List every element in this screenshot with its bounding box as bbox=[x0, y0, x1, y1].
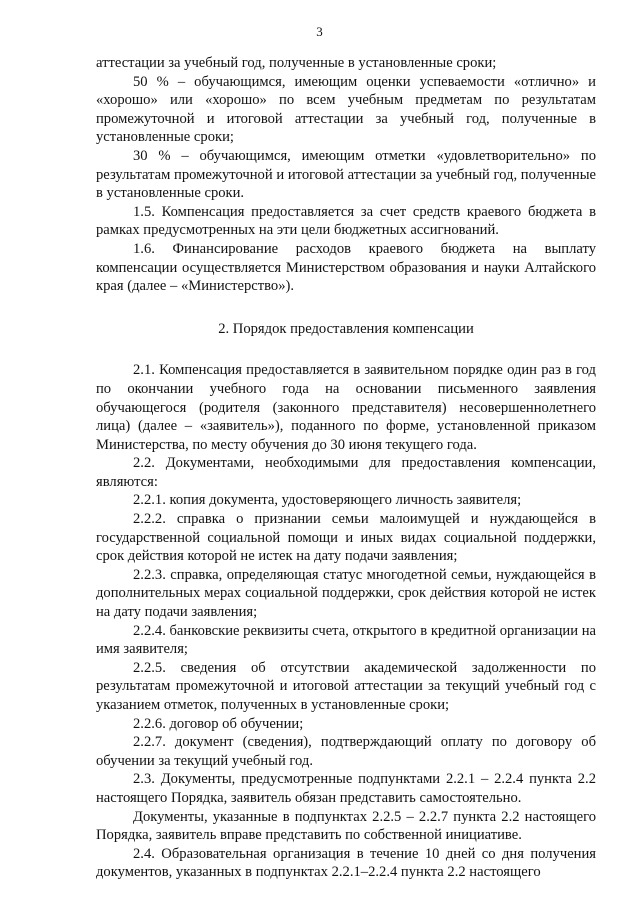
paragraph-2-4: 2.4. Образовательная организация в течение 10 дней со дня получения документов, указанных в подпунктах 2.2.1–2.2.4 пункта 2.2 настоящего bbox=[96, 845, 596, 881]
paragraph-1-6: 1.6. Финансирование расходов краевого бюджета на выплату компенсации осуществляется Министерством образования и науки Алтайского края (далее – «Министерство»). bbox=[96, 240, 596, 295]
paragraph-2-2-6: 2.2.6. договор об обучении; bbox=[133, 715, 304, 732]
paragraph-2-2: 2.2. Документами, необходимыми для предоставления компенсации, являются: bbox=[96, 455, 596, 490]
paragraph-50-percent: 50 % – обучающимся, имеющим оценки успеваемости «отлично» и «хорошо» или «хорошо» по всем учебным предметам по результатам промежуточной и итоговой аттестации за учебный год, полученные в установленные сроки; bbox=[96, 73, 596, 146]
paragraph-2-1: 2.1. Компенсация предоставляется в заявительном порядке один раз в год по окончании учебного года на основании письменного заявления обучающегося (родителя (законного представителя) несовершеннолетнего лица) (далее – «заявитель»), поданного по форме, установленной приказом Министерства, по месту обучения до 30 июня текущего года. bbox=[96, 362, 596, 453]
paragraph-2-2-4: 2.2.4. банковские реквизиты счета, открытого в кредитной организации на имя заявителя; bbox=[96, 622, 596, 658]
paragraph-2-3: 2.3. Документы, предусмотренные подпунктами 2.2.1 – 2.2.4 пункта 2.2 настоящего Порядка, заявитель обязан представить самостоятельно. bbox=[96, 771, 596, 806]
paragraph-2-2-1: 2.2.1. копия документа, удостоверяющего личность заявителя; bbox=[133, 492, 522, 509]
paragraph-2-2-7: 2.2.7. документ (сведения), подтверждающий оплату по договору об обучении за текущий учебный год. bbox=[96, 734, 596, 769]
document-body bbox=[96, 54, 596, 882]
page-number: 3 bbox=[316, 24, 323, 39]
paragraph-2-2-5: 2.2.5. сведения об отсутствии академической задолженности по результатам промежуточной и итоговой аттестации за текущий учебный год с указанием отметок, полученных в установленные сроки; bbox=[96, 659, 596, 713]
paragraph-2-3-optional-documents: Документы, указанные в подпунктах 2.2.5 – 2.2.7 пункта 2.2 настоящего Порядка, заявитель вправе представить по собственной инициативе. bbox=[96, 808, 596, 844]
paragraph-1-5: 1.5. Компенсация предоставляется за счет средств краевого бюджета в рамках предусмотренных на эти цели бюджетных ассигнований. bbox=[96, 203, 596, 239]
paragraph-2-2-3: 2.2.3. справка, определяющая статус многодетной семьи, нуждающейся в дополнительных мерах социальной поддержки, срок действия которой не истек на дату подачи заявления; bbox=[96, 566, 596, 621]
paragraph-30-percent: 30 % – обучающимся, имеющим отметки «удовлетворительно» по результатам промежуточной и итоговой аттестации за учебный год, полученные в установленные сроки. bbox=[96, 147, 596, 202]
paragraph-2-2-2: 2.2.2. справка о признании семьи малоимущей и нуждающейся в государственной социальной помощи и иных видах социальной поддержки, срок действия которой не истек на дату подачи заявления; bbox=[96, 511, 596, 565]
paragraph-continuation: аттестации за учебный год, полученные в установленные сроки; bbox=[96, 55, 497, 71]
section-heading: 2. Порядок предоставления компенсации bbox=[218, 320, 474, 337]
